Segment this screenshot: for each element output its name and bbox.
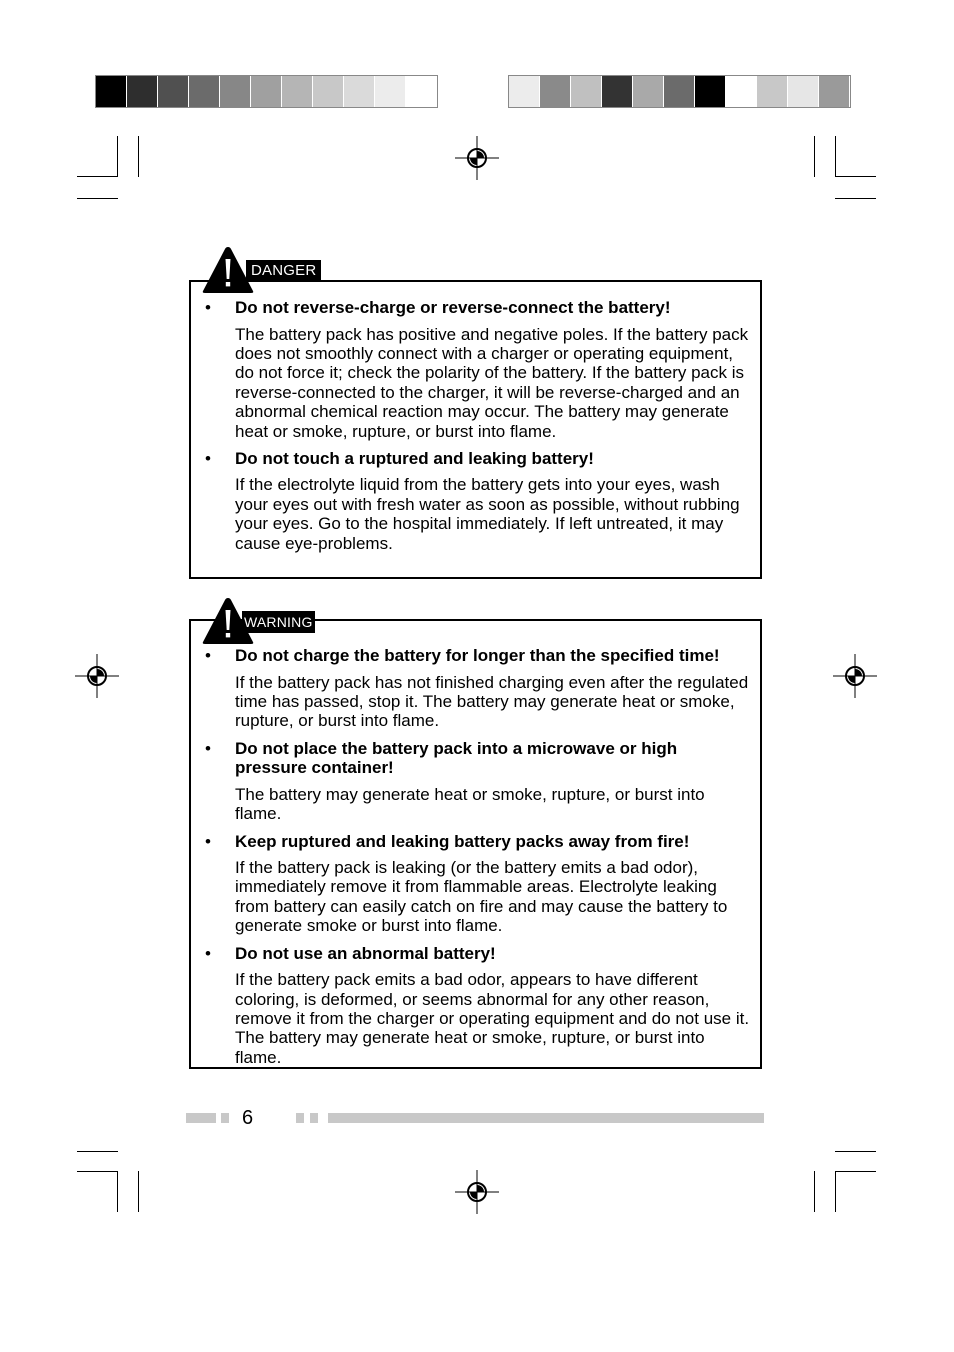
color-swatch [406,76,437,107]
color-swatch [313,76,344,107]
safety-item [203,449,750,553]
color-swatch [96,76,127,107]
color-swatch [282,76,313,107]
item-heading: Do not use an abnormal battery! [235,943,496,963]
item-body: If the battery pack has not finished charging even after the regulated time has passed, stop it. The battery may generate heat or smoke, rupture, or burst into flame. [235,672,749,731]
bullet: • [205,738,211,758]
bullet: • [205,448,211,468]
crop-mark [117,136,118,177]
safety-item [203,298,750,441]
crop-mark [835,136,836,177]
crop-mark [138,1171,139,1212]
bullet: • [205,831,211,851]
bullet: • [205,646,211,665]
crop-mark [835,1171,876,1172]
color-swatch [344,76,375,107]
danger-items [203,298,750,561]
color-swatch [602,76,633,107]
page-strip-dot [296,1113,304,1123]
safety-item [203,646,750,731]
color-swatch [509,76,540,107]
page-strip-right [328,1113,764,1123]
item-body: The battery pack has positive and negative poles. If the battery pack does not smoothly connect with a charger or operating equipment, do not force it; check the polarity of the battery. If the battery pack is reverse-connected to the charger, it will be reverse-charged and an abnormal chemical reaction may occur. The battery may generate heat or smoke, rupture, or burst into flame. [235,324,749,441]
color-calibration-bar-left [95,75,438,108]
color-swatch [757,76,788,107]
safety-item [203,739,750,824]
crop-mark [77,198,118,199]
item-body: If the battery pack is leaking (or the battery emits a bad odor), immediately remove it from flammable areas. Electrolyte leaking from battery can easily catch on fire and may cause the battery to generate smoke or burst into flame. [235,858,728,936]
registration-mark-icon [455,1170,499,1214]
item-heading: Do not touch a ruptured and leaking battery! [235,448,594,468]
color-swatch [220,76,251,107]
color-swatch [788,76,819,107]
item-body: If the electrolyte liquid from the battery gets into your eyes, wash your eyes out with fresh water as soon as possible, without rubbing your eyes. Go to the hospital immediately. If left untreated, it may cause eye-problems. [235,475,740,553]
danger-label: DANGER [246,260,321,282]
color-calibration-bar-right [508,75,851,108]
registration-mark-icon [833,654,877,698]
color-swatch [375,76,406,107]
crop-mark [77,1171,118,1172]
crop-mark [835,1171,836,1212]
bullet: • [205,943,211,963]
safety-item [203,944,750,1068]
page-strip-dot [221,1113,229,1123]
warning-label: WARNING [242,611,315,633]
registration-mark-icon [75,654,119,698]
crop-mark [814,1171,815,1212]
crop-mark [138,136,139,177]
item-heading: Do not reverse-charge or reverse-connect the battery! [235,298,671,317]
color-swatch [695,76,726,107]
warning-box [189,619,762,1069]
bullet: • [205,298,211,317]
color-swatch [127,76,158,107]
crop-mark [814,136,815,177]
color-swatch [158,76,189,107]
item-body: The battery may generate heat or smoke, rupture, or burst into flame. [235,784,705,824]
safety-item [203,832,750,936]
color-swatch [664,76,695,107]
page-strip-left [186,1113,216,1123]
registration-mark-icon [455,136,499,180]
warning-items [203,646,750,1075]
crop-mark [117,1171,118,1212]
color-swatch [633,76,664,107]
color-swatch [819,76,850,107]
color-swatch [540,76,571,107]
item-heading: Do not place the battery pack into a microwave or high pressure container! [235,738,678,778]
page-number: 6 [242,1107,254,1129]
page-strip-dot [310,1113,318,1123]
crop-mark [835,198,876,199]
crop-mark [835,1151,876,1152]
danger-box [189,280,762,579]
item-body: If the battery pack emits a bad odor, appears to have different coloring, is deformed, or seems abnormal for any other reason, remove it from the charger or operating equipment and do not use it. The battery may generate heat or smoke, rupture, or burst into flame. [235,970,750,1067]
color-swatch [571,76,602,107]
item-heading: Do not charge the battery for longer than the specified time! [235,646,720,665]
item-heading: Keep ruptured and leaking battery packs away from fire! [235,831,690,851]
color-swatch [251,76,282,107]
crop-mark [77,1151,118,1152]
crop-mark [77,176,118,177]
color-swatch [189,76,220,107]
color-swatch [726,76,757,107]
crop-mark [835,176,876,177]
